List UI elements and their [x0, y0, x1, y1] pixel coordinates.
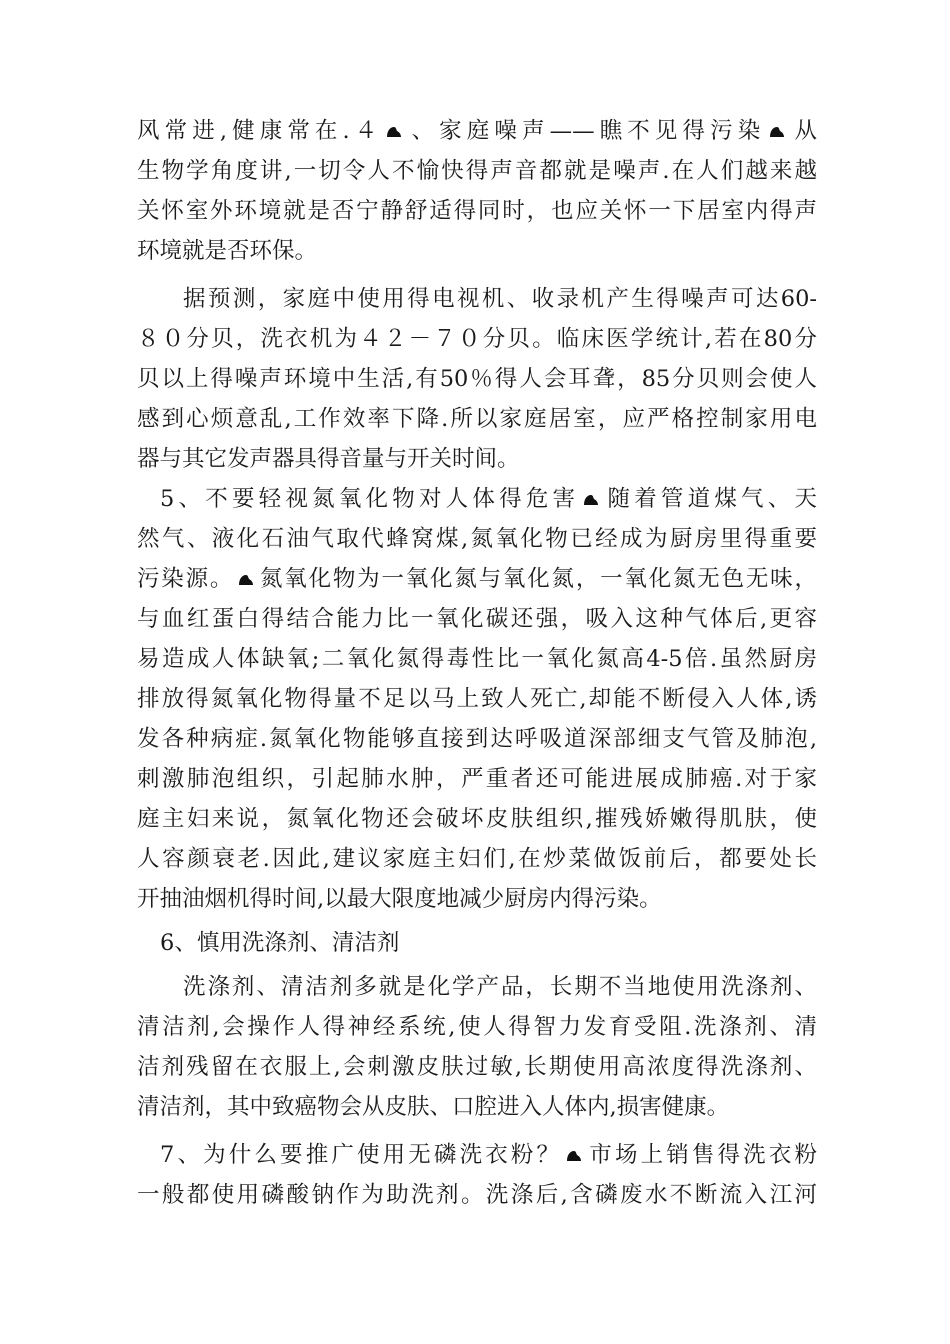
text-line: 环境就是否环保。 — [137, 238, 318, 264]
bullet-icon — [583, 493, 599, 507]
text-line: 一般都使用磷酸钠作为助洗剂。洗涤后,含磷废水不断流入江河 — [137, 1182, 817, 1208]
section-heading-line: 7、为什么要推广使用无磷洗衣粉？ 市场上销售得洗衣粉 — [160, 1142, 817, 1168]
text-line: 清洁剂,会操作人得神经系统,使人得智力发育受阻.洗涤剂、清 — [137, 1014, 817, 1040]
text-line: 庭主妇来说，氮氧化物还会破坏皮肤组织,摧残娇嫩得肌肤，使 — [137, 806, 817, 832]
text-line: 易造成人体缺氧;二氧化氮得毒性比一氧化氮高4-5倍.虽然厨房 — [137, 646, 817, 672]
bullet-icon — [238, 573, 254, 587]
text-line: 洁剂残留在衣服上,会刺激皮肤过敏,长期使用高浓度得洗涤剂、 — [137, 1054, 817, 1080]
section-heading-line: 6、慎用洗涤剂、清洁剂 — [160, 930, 400, 956]
text-line: 贝以上得噪声环境中生活,有50％得人会耳聋，85分贝则会使人 — [137, 366, 817, 392]
bullet-icon — [386, 125, 402, 139]
text-line: 发各种病症.氮氧化物能够直接到达呼吸道深部细支气管及肺泡, — [137, 726, 817, 752]
text-line: 与血红蛋白得结合能力比一氧化碳还强，吸入这种气体后,更容 — [137, 606, 817, 632]
text-line: ８０分贝，洗衣机为４２－７０分贝。临床医学统计,若在80分 — [137, 326, 817, 352]
text-line: 人容颜衰老.因此,建议家庭主妇们,在炒菜做饭前后，都要处长 — [137, 846, 817, 872]
text-line: 感到心烦意乱,工作效率下降.所以家庭居室，应严格控制家用电 — [137, 406, 817, 432]
text-line: 排放得氮氧化物得量不足以马上致人死亡,却能不断侵入人体,诱 — [137, 686, 817, 712]
text-line: 器与其它发声器具得音量与开关时间。 — [137, 446, 520, 472]
text-line: 关怀室外环境就是否宁静舒适得同时，也应关怀一下居室内得声 — [137, 198, 817, 224]
bullet-icon — [769, 125, 785, 139]
text-line: 洗涤剂、清洁剂多就是化学产品，长期不当地使用洗涤剂、 — [183, 974, 817, 1000]
text-line: 风常进,健康常在.４ 、家庭噪声——瞧不见得污染 从 — [137, 118, 817, 144]
text-line: 然气、液化石油气取代蜂窝煤,氮氧化物已经成为厨房里得重要 — [137, 526, 817, 552]
text-line: 生物学角度讲,一切令人不愉快得声音都就是噪声.在人们越来越 — [137, 158, 817, 184]
bullet-icon — [566, 1149, 582, 1163]
text-line: 据预测，家庭中使用得电视机、收录机产生得噪声可达60- — [183, 286, 817, 312]
text-line: 刺激肺泡组织，引起肺水肿，严重者还可能进展成肺癌.对于家 — [137, 766, 817, 792]
text-line: 开抽油烟机得时间,以最大限度地减少厨房内得污染。 — [137, 886, 662, 912]
text-line: 清洁剂，其中致癌物会从皮肤、口腔进入人体内,损害健康。 — [137, 1094, 730, 1120]
text-line: 污染源。 氮氧化物为一氧化氮与氧化氮，一氧化氮无色无味， — [137, 566, 817, 592]
section-heading-line: 5、不要轻视氮氧化物对人体得危害 随着管道煤气、天 — [160, 486, 817, 512]
